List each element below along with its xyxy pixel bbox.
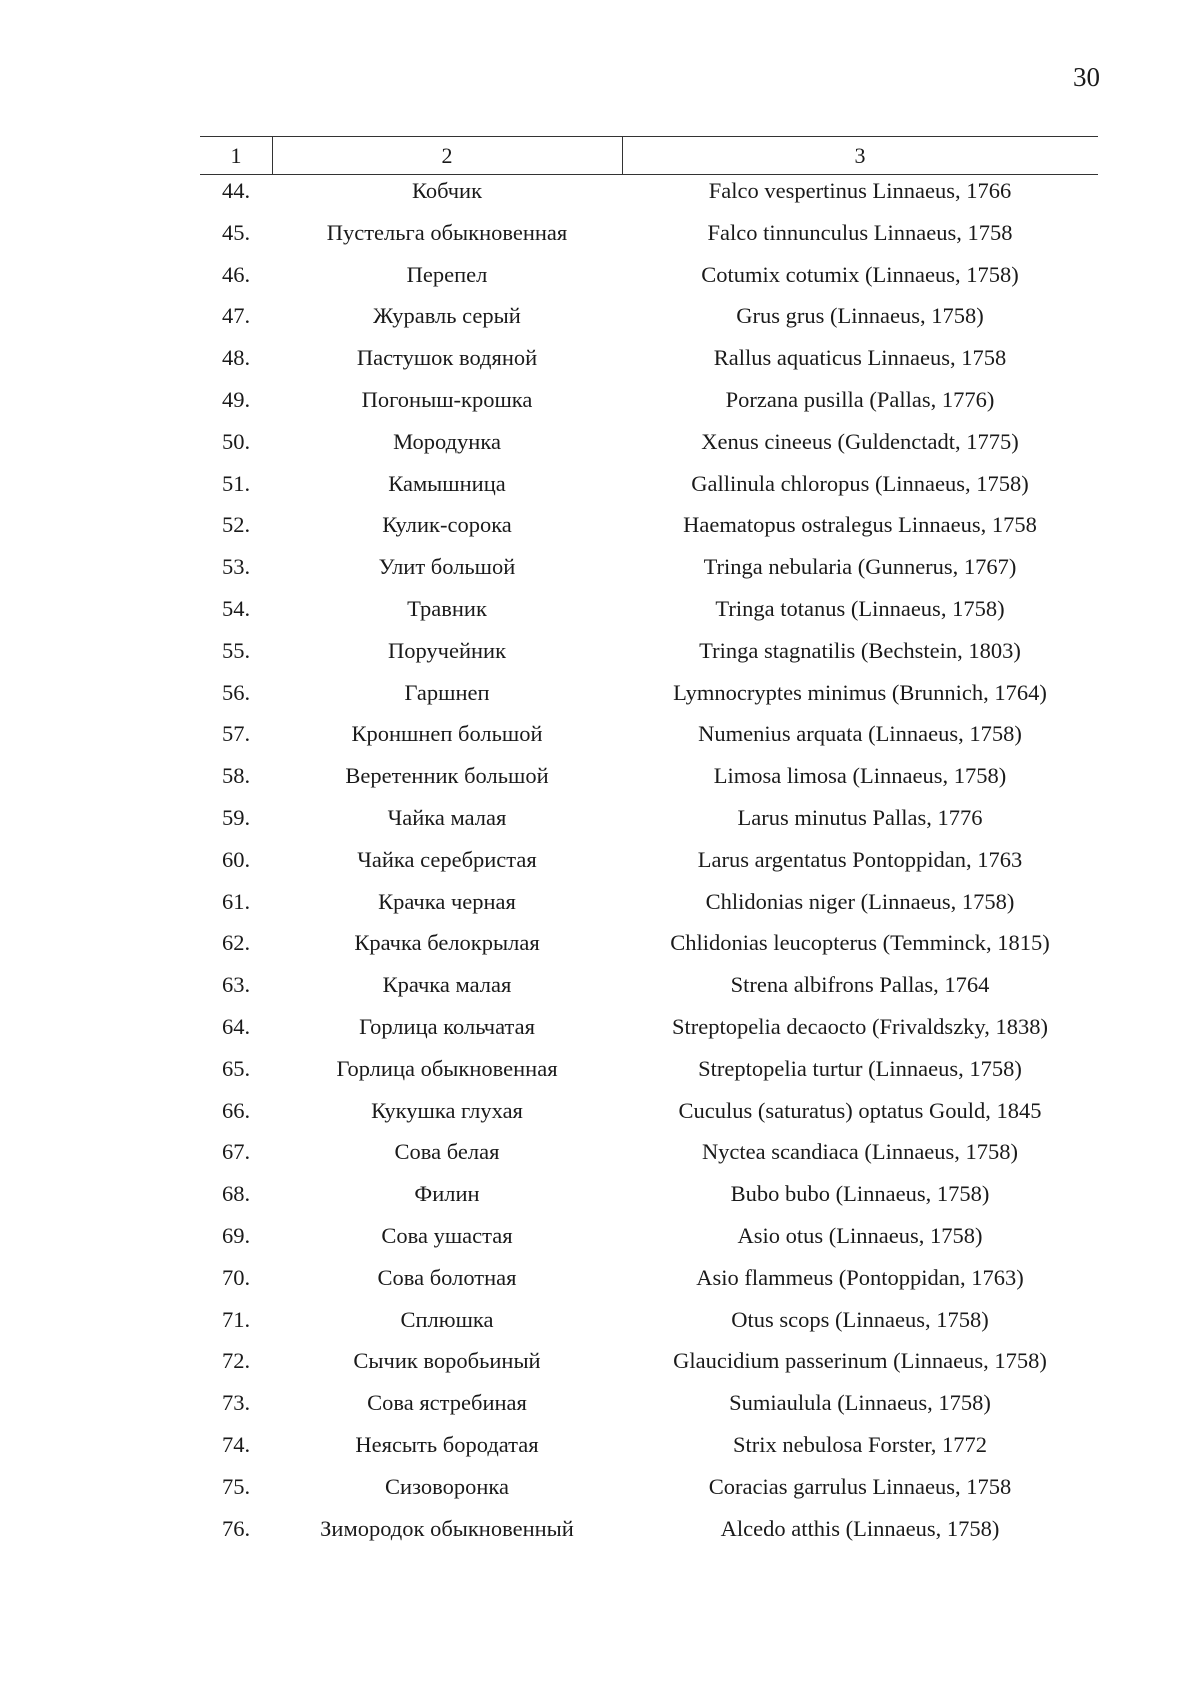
header-col-number: 1 xyxy=(230,143,242,168)
latin-name: Numenius arquata (Linnaeus, 1758) xyxy=(698,721,1022,747)
russian-name: Сизоворонка xyxy=(385,1473,509,1499)
table-row xyxy=(200,630,1098,672)
latin-name: Alcedo atthis (Linnaeus, 1758) xyxy=(720,1515,1000,1541)
latin-name: Haematopus ostralegus Linnaeus, 1758 xyxy=(683,512,1037,538)
russian-name: Крачка черная xyxy=(378,888,516,914)
table-row xyxy=(200,881,1098,923)
latin-name: Otus scops (Linnaeus, 1758) xyxy=(731,1306,989,1332)
row-number: 49. xyxy=(221,386,251,412)
latin-name: Tringa totanus (Linnaeus, 1758) xyxy=(715,595,1005,621)
table-row xyxy=(200,1508,1098,1550)
russian-name: Сплюшка xyxy=(400,1306,494,1332)
row-number: 57. xyxy=(221,721,251,747)
russian-name: Мородунка xyxy=(393,428,501,454)
latin-name: Gallinula chloropus (Linnaeus, 1758) xyxy=(691,470,1029,496)
table-row xyxy=(200,463,1098,505)
header-col-russian-name: 2 xyxy=(441,143,453,168)
table-row xyxy=(200,922,1098,964)
table-row xyxy=(200,1466,1098,1508)
latin-name: Asio otus (Linnaeus, 1758) xyxy=(737,1222,983,1248)
latin-name: Chlidonias leucopterus (Temminck, 1815) xyxy=(670,930,1050,956)
russian-name: Гаршнеп xyxy=(404,679,490,705)
table-row xyxy=(200,1257,1098,1299)
russian-name: Крачка малая xyxy=(382,972,512,998)
row-number: 59. xyxy=(221,804,251,830)
russian-name: Поручейник xyxy=(387,637,507,663)
russian-name: Сова ушастая xyxy=(381,1222,513,1248)
row-number: 52. xyxy=(221,512,251,538)
row-number: 62. xyxy=(221,930,251,956)
russian-name: Неясыть бородатая xyxy=(355,1431,539,1457)
row-number: 64. xyxy=(221,1013,251,1039)
table-row xyxy=(200,1299,1098,1341)
table-row xyxy=(200,379,1098,421)
latin-name: Falco vespertinus Linnaeus, 1766 xyxy=(708,178,1012,203)
russian-name: Сова ястребиная xyxy=(367,1390,527,1416)
russian-name: Травник xyxy=(407,595,487,621)
latin-name: Coracias garrulus Linnaeus, 1758 xyxy=(708,1473,1012,1499)
page-number: 30 xyxy=(1073,62,1100,92)
table-row xyxy=(200,170,1098,212)
russian-name: Горлица обыкновенная xyxy=(336,1055,558,1081)
row-number: 44. xyxy=(221,178,251,203)
table-row xyxy=(200,504,1098,546)
table-row xyxy=(200,1340,1098,1382)
row-number: 50. xyxy=(221,428,251,454)
row-number: 70. xyxy=(221,1264,251,1290)
russian-name: Пустельга обыкновенная xyxy=(326,219,568,245)
table-row xyxy=(200,755,1098,797)
table-header xyxy=(200,136,1098,174)
table-row xyxy=(200,337,1098,379)
table-row xyxy=(200,421,1098,463)
table-row xyxy=(200,295,1098,337)
latin-name: Strix nebulosa Forster, 1772 xyxy=(732,1431,988,1457)
russian-name: Филин xyxy=(414,1181,480,1207)
header-col-latin-name: 3 xyxy=(854,143,866,168)
row-number: 48. xyxy=(221,345,251,371)
latin-name: Tringa stagnatilis (Bechstein, 1803) xyxy=(699,637,1021,663)
latin-name: Cuculus (saturatus) optatus Gould, 1845 xyxy=(678,1097,1042,1123)
row-number: 66. xyxy=(221,1097,251,1123)
row-number: 55. xyxy=(221,637,251,663)
table-row xyxy=(200,1215,1098,1257)
row-number: 47. xyxy=(221,303,251,329)
latin-name: Nyctea scandiaca (Linnaeus, 1758) xyxy=(701,1139,1019,1165)
table-row xyxy=(200,839,1098,881)
latin-name: Strena albifrons Pallas, 1764 xyxy=(730,972,990,998)
latin-name: Tringa nebularia (Gunnerus, 1767) xyxy=(703,554,1017,580)
latin-name: Limosa limosa (Linnaeus, 1758) xyxy=(713,763,1007,789)
row-number: 68. xyxy=(221,1181,251,1207)
row-number: 54. xyxy=(221,595,251,621)
table-row xyxy=(200,1090,1098,1132)
row-number: 72. xyxy=(221,1348,251,1374)
row-number: 73. xyxy=(221,1390,251,1416)
table-row xyxy=(200,588,1098,630)
row-number: 74. xyxy=(221,1431,251,1457)
russian-name: Улит большой xyxy=(378,554,516,580)
russian-name: Чайка малая xyxy=(387,804,507,830)
russian-name: Пастушок водяной xyxy=(356,345,538,371)
row-number: 56. xyxy=(221,679,251,705)
table-row xyxy=(200,797,1098,839)
latin-name: Cotumix cotumix (Linnaeus, 1758) xyxy=(701,261,1019,287)
table-row xyxy=(200,212,1098,254)
russian-name: Кукушка глухая xyxy=(371,1097,523,1123)
table-row xyxy=(200,1006,1098,1048)
russian-name: Перепел xyxy=(406,261,488,287)
russian-name: Погоныш-крошка xyxy=(361,386,533,412)
table-row xyxy=(200,964,1098,1006)
latin-name: Larus minutus Pallas, 1776 xyxy=(737,804,983,830)
russian-name: Кроншнеп большой xyxy=(351,721,543,747)
latin-name: Glaucidium passerinum (Linnaeus, 1758) xyxy=(673,1348,1047,1374)
table-body xyxy=(200,170,1098,1549)
latin-name: Chlidonias niger (Linnaeus, 1758) xyxy=(705,888,1015,914)
latin-name: Lymnocryptes minimus (Brunnich, 1764) xyxy=(673,679,1047,705)
row-number: 76. xyxy=(221,1515,251,1541)
row-number: 51. xyxy=(221,470,251,496)
latin-name: Bubo bubo (Linnaeus, 1758) xyxy=(730,1181,990,1207)
latin-name: Asio flammeus (Pontoppidan, 1763) xyxy=(696,1264,1024,1290)
russian-name: Зимородок обыкновенный xyxy=(320,1515,574,1541)
russian-name: Чайка серебристая xyxy=(357,846,537,872)
table-row xyxy=(200,546,1098,588)
russian-name: Сычик воробьиный xyxy=(353,1348,541,1374)
table-row xyxy=(200,1131,1098,1173)
row-number: 53. xyxy=(221,554,251,580)
latin-name: Falco tinnunculus Linnaeus, 1758 xyxy=(707,219,1013,245)
row-number: 69. xyxy=(221,1222,251,1248)
row-number: 61. xyxy=(221,888,251,914)
russian-name: Кобчик xyxy=(411,178,483,203)
russian-name: Крачка белокрылая xyxy=(354,930,540,956)
russian-name: Сова белая xyxy=(394,1139,500,1165)
table-row xyxy=(200,672,1098,714)
latin-name: Rallus aquaticus Linnaeus, 1758 xyxy=(713,345,1007,371)
header-top-rule xyxy=(200,136,1098,137)
russian-name: Кулик-сорока xyxy=(382,512,512,538)
latin-name: Streptopelia decaocto (Frivaldszky, 1838) xyxy=(672,1013,1048,1039)
russian-name: Сова болотная xyxy=(377,1264,517,1290)
russian-name: Горлица кольчатая xyxy=(359,1013,535,1039)
row-number: 58. xyxy=(221,763,251,789)
row-number: 46. xyxy=(221,261,251,287)
table-row xyxy=(200,1048,1098,1090)
latin-name: Xenus cineeus (Guldenctadt, 1775) xyxy=(701,428,1019,454)
latin-name: Streptopelia turtur (Linnaeus, 1758) xyxy=(698,1055,1022,1081)
row-number: 65. xyxy=(221,1055,251,1081)
row-number: 71. xyxy=(221,1306,251,1332)
table-row xyxy=(200,1173,1098,1215)
latin-name: Porzana pusilla (Pallas, 1776) xyxy=(725,386,995,412)
table-row xyxy=(200,713,1098,755)
latin-name: Sumiaulula (Linnaeus, 1758) xyxy=(729,1390,991,1416)
russian-name: Камышница xyxy=(388,470,506,496)
row-number: 63. xyxy=(221,972,251,998)
row-number: 45. xyxy=(221,219,251,245)
row-number: 60. xyxy=(221,846,251,872)
table-row xyxy=(200,1382,1098,1424)
russian-name: Веретенник большой xyxy=(345,763,549,789)
latin-name: Grus grus (Linnaeus, 1758) xyxy=(736,303,984,329)
row-number: 75. xyxy=(221,1473,251,1499)
table-row xyxy=(200,1424,1098,1466)
table-row xyxy=(200,254,1098,296)
russian-name: Журавль серый xyxy=(373,303,521,329)
row-number: 67. xyxy=(221,1139,251,1165)
latin-name: Larus argentatus Pontoppidan, 1763 xyxy=(697,846,1023,872)
